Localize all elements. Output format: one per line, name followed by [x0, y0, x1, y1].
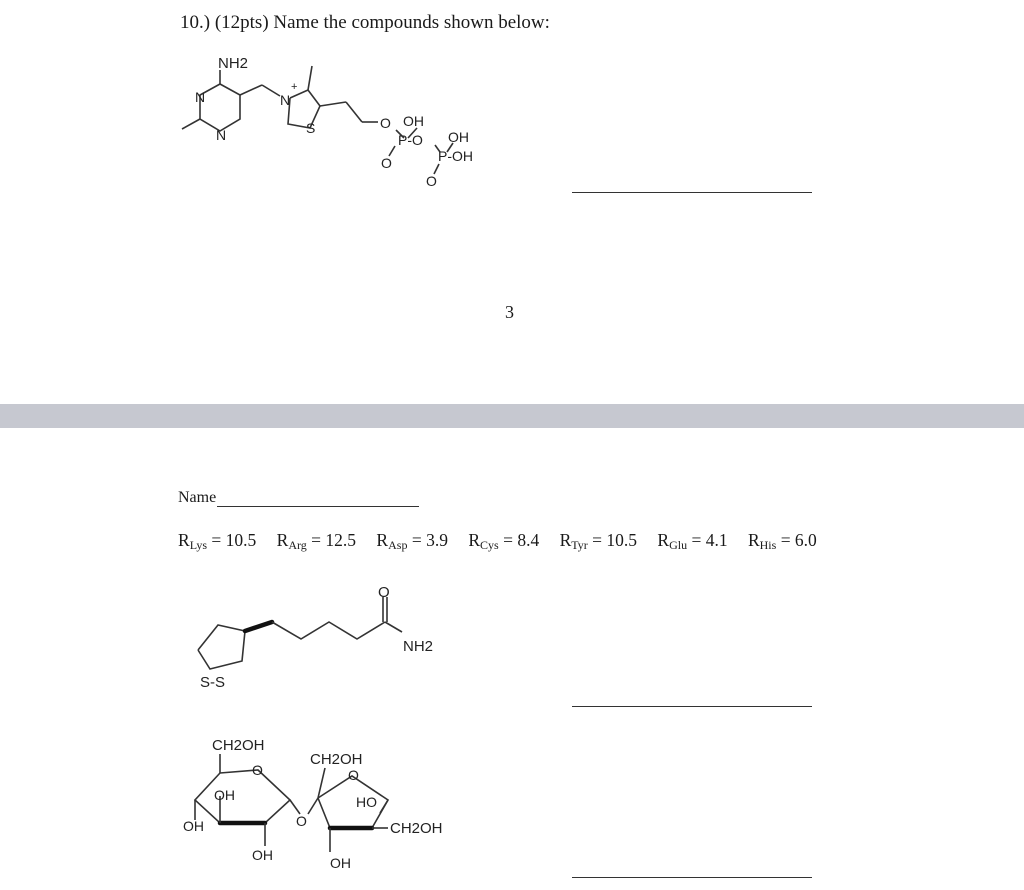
label-o-2: O	[426, 173, 437, 189]
label-ch2oh-3: CH2OH	[390, 820, 443, 837]
label-n-plus: N	[280, 92, 291, 108]
name-input-line[interactable]	[217, 492, 419, 507]
label-oh-2: OH	[448, 129, 469, 145]
label-nh2: NH2	[403, 638, 434, 655]
label-o-1: O	[381, 155, 392, 171]
r-value-arg: $R_{Arg} = 12.5$	[276, 530, 357, 552]
r-value-lys: $R_{Lys} = 10.5$	[178, 530, 257, 552]
label-oh-d: OH	[330, 855, 351, 871]
r-value-his: $R_{His} = 6.0$	[747, 530, 817, 552]
label-o-ring-2: O	[348, 767, 359, 783]
label-oh-c: OH	[252, 847, 273, 863]
thiamine-pyrophosphate-structure	[170, 48, 500, 198]
label-oh-b: OH	[183, 818, 204, 834]
label-p-2: P-OH	[438, 148, 473, 164]
answer-line-2[interactable]	[572, 706, 812, 707]
label-p-1: P-O	[398, 132, 423, 148]
r-value-cys: $R_{Cys} = 8.4$	[468, 530, 540, 552]
label-oh-a: OH	[214, 787, 235, 803]
answer-line-3[interactable]	[572, 877, 812, 878]
name-row	[178, 489, 419, 507]
r-values-list	[178, 530, 833, 553]
label-s-s: S-S	[200, 674, 226, 691]
sucrose-structure	[180, 728, 480, 878]
page-number: 3	[505, 302, 514, 322]
label-ch2oh-1: CH2OH	[212, 737, 265, 754]
name-label: Name	[178, 489, 217, 506]
page-divider	[0, 404, 1024, 428]
r-value-tyr: $R_{Tyr} = 10.5$	[559, 530, 638, 552]
label-oh-1: OH	[403, 113, 424, 129]
r-value-glu: $R_{Glu} = 4.1$	[657, 530, 728, 552]
lipoamide-structure	[180, 575, 460, 695]
label-s: S	[306, 120, 316, 136]
label-ho: HO	[356, 794, 377, 810]
label-nh2: NH2	[218, 55, 249, 72]
label-o: O	[378, 584, 390, 601]
question-title: 10.) (12pts) Name the compounds shown below:	[180, 12, 550, 33]
label-n-top: N	[195, 89, 206, 105]
label-o-ring-1: O	[252, 762, 263, 778]
label-o-link: O	[380, 115, 391, 131]
label-o-glycosidic: O	[296, 813, 307, 829]
label-n-bottom: N	[216, 127, 227, 143]
r-value-asp: $R_{Asp} = 3.9$	[376, 530, 448, 552]
label-plus-charge: +	[291, 81, 298, 93]
answer-line-1[interactable]	[572, 192, 812, 193]
label-ch2oh-2: CH2OH	[310, 751, 363, 768]
